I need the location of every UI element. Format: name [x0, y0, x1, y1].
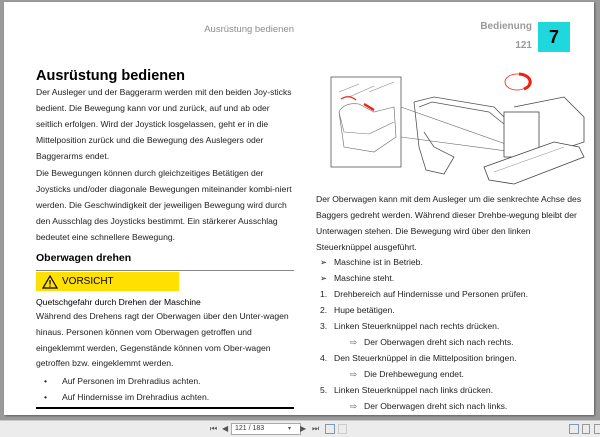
caution-banner [36, 272, 179, 291]
prerequisite-arrow-icon: ➢ [320, 273, 328, 283]
caution-label: VORSICHT [62, 276, 114, 287]
list-item [44, 373, 209, 389]
copy-icon[interactable] [325, 424, 335, 434]
step-result [320, 366, 528, 382]
document-page [4, 2, 594, 415]
paste-icon[interactable] [338, 424, 347, 434]
intro-paragraph-1: Der Ausleger und der Baggerarm werden mit den beiden Joy-sticks bedient. Die Bewegung kann vor und zurück, auf und ab oder seitlich erfolgen. Wird der Joystick losgelassen, geht er in die Mittelposition zurück und die Bewegung des Auslegers oder Baggerarms endet. [36, 87, 292, 162]
step-number: 4. [320, 353, 328, 363]
step-text: Den Steuerknüppel in die Mittelposition bringen. [334, 353, 517, 363]
step-number: 3. [320, 321, 328, 331]
step-list [320, 286, 528, 414]
step-result-text: Der Oberwagen dreht sich nach links. [364, 401, 508, 411]
intro-paragraph-2: Die Bewegungen können durch gleichzeitiges Betätigen der Joysticks und/oder diagonale Bewegungen miteinander kombi-niert werden. Die Geschwindigkeit der jeweiligen Bewegung wird durch den Ausschlag des Joysticks bestimmt. Ein stärkerer Ausschlag bedeutet eine schnellere Bewegung. [36, 168, 292, 243]
step-number: 1. [320, 289, 328, 299]
list-item [44, 389, 209, 405]
prerequisite-arrow-icon: ➢ [320, 257, 328, 267]
excavator-illustration [314, 62, 589, 187]
step-text: Hupe betätigen. [334, 305, 395, 315]
step-result [320, 334, 528, 350]
subsection-title: Oberwagen drehen [36, 252, 132, 264]
step-number: 5. [320, 385, 328, 395]
prerequisite-list [320, 254, 423, 286]
result-arrow-icon: ⇨ [350, 401, 358, 411]
chapter-name: Bedienung [480, 21, 532, 32]
step-item [320, 350, 528, 366]
two-page-view-icon[interactable] [594, 424, 600, 434]
step-result-text: Der Oberwagen dreht sich nach rechts. [364, 337, 514, 347]
step-result-text: Die Drehbewegung endet. [364, 369, 464, 379]
section-title: Ausrüstung bedienen [36, 68, 186, 84]
single-page-view-icon[interactable] [569, 424, 579, 434]
step-text: Drehbereich auf Hindernisse und Personen prüfen. [334, 289, 528, 299]
step-number: 2. [320, 305, 328, 315]
result-arrow-icon: ⇨ [350, 369, 358, 379]
bullet-icon: • [44, 392, 48, 402]
step-result [320, 398, 528, 414]
warning-triangle-icon [42, 275, 58, 289]
result-arrow-icon: ⇨ [350, 337, 358, 347]
divider [36, 270, 294, 271]
list-item-text: Maschine ist in Betrieb. [334, 257, 423, 267]
rotation-description: Der Oberwagen kann mit dem Ausleger um die senkrechte Achse des Baggers gedreht werden. Während dieser Drehbe-wegung bleibt der Unterwagen stehen. Die Bewegung wird über den linken Steuerknüppel ausgeführt. [316, 194, 582, 252]
step-item [320, 302, 528, 318]
step-text: Linken Steuerknüppel nach links drücken. [334, 385, 494, 395]
list-item [320, 270, 423, 286]
continuous-view-icon[interactable] [582, 424, 590, 434]
page-number-input[interactable]: 121 / 183 [231, 423, 301, 435]
last-page-icon[interactable]: ⏭ [312, 424, 320, 433]
caution-title: Quetschgefahr durch Drehen der Maschine [36, 297, 201, 307]
caution-bullet-list [44, 373, 209, 405]
list-item-text: Maschine steht. [334, 273, 395, 283]
list-item-text: Auf Personen im Drehradius achten. [62, 376, 201, 386]
page-number: 121 [515, 40, 532, 51]
chapter-number-badge: 7 [538, 22, 570, 52]
step-item [320, 286, 528, 302]
step-item [320, 318, 528, 334]
page-dropdown-icon[interactable]: ▾ [288, 426, 292, 432]
next-page-icon[interactable]: ▶ [300, 424, 307, 433]
step-item [320, 382, 528, 398]
list-item-text: Auf Hindernisse im Drehradius achten. [62, 392, 210, 402]
list-item [320, 254, 423, 270]
previous-page-icon[interactable]: ◀ [222, 424, 229, 433]
running-head: Ausrüstung bedienen [204, 24, 294, 35]
caution-end-rule [36, 407, 294, 409]
bullet-icon: • [44, 376, 48, 386]
first-page-icon[interactable]: ⏮ [210, 424, 218, 433]
step-text: Linken Steuerknüppel nach rechts drücken. [334, 321, 500, 331]
viewer-toolbar [0, 420, 600, 437]
caution-body: Während des Drehens ragt der Oberwagen über den Unter-wagen hinaus. Personen können vom Oberwagen getroffen und eingeklemmt werden, Gegenstände können vom Ober-wagen getroffen bzw. eingeklemmt werden. [36, 311, 289, 369]
